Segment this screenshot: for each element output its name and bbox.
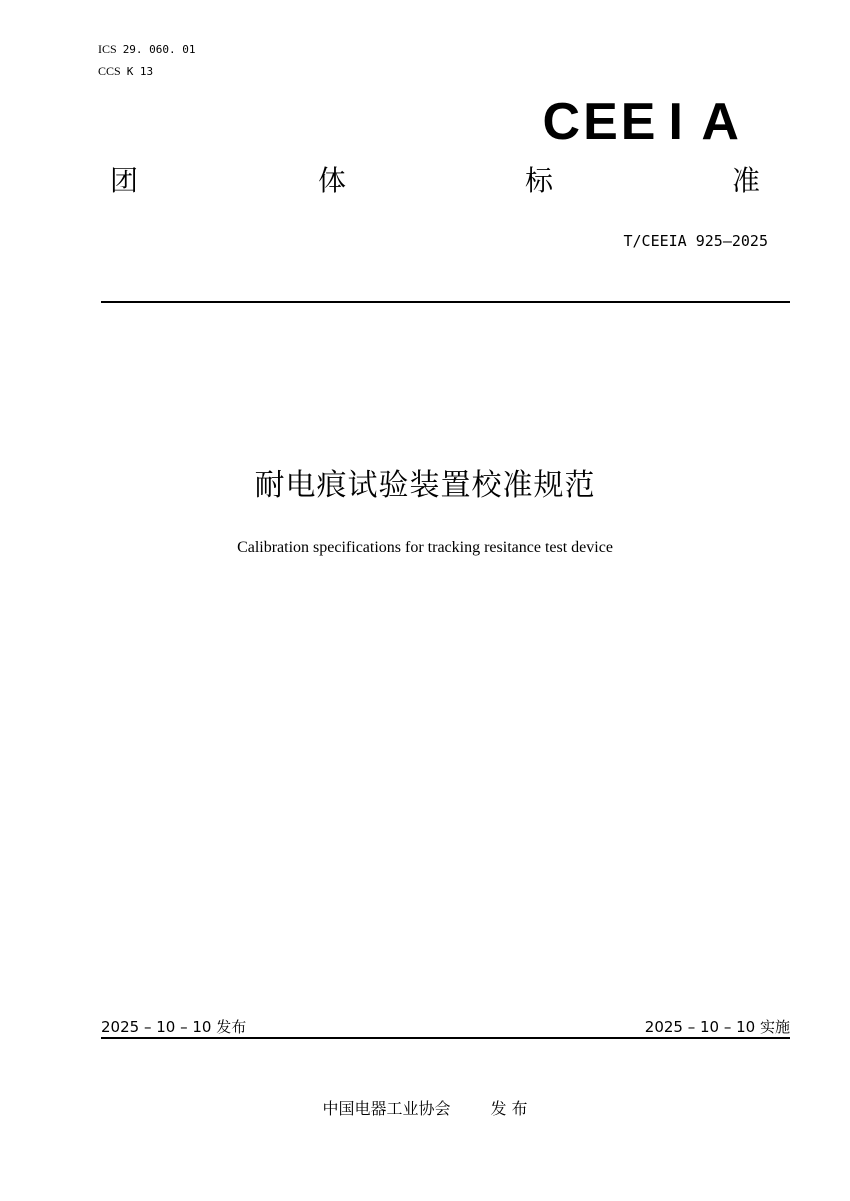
ics-label: ICS xyxy=(98,42,117,56)
title-english: Calibration specifications for tracking resitance test device xyxy=(237,539,613,556)
ics-code: 29. 060. 01 xyxy=(122,43,196,56)
ceeia-logo xyxy=(543,94,742,150)
ccs-line xyxy=(98,64,153,79)
publisher-name: 中国电器工业协会 xyxy=(322,1099,451,1118)
implement-date: 2025 – 10 – 10 实施 xyxy=(644,1018,790,1036)
ccs-label: CCS xyxy=(98,64,121,78)
publish-date: 2025 – 10 – 10 发布 xyxy=(101,1018,247,1036)
standard-type-char-4: 准 xyxy=(732,164,761,197)
title-chinese: 耐电痕试验装置校准规范 xyxy=(254,468,596,503)
logo-part-1: CEE xyxy=(542,93,659,151)
publisher-line xyxy=(0,1098,850,1120)
standard-type-char-2: 体 xyxy=(318,164,347,197)
footer-divider xyxy=(101,1037,790,1039)
standard-type-char-1: 团 xyxy=(110,164,139,197)
publisher-action: 发 布 xyxy=(490,1099,528,1118)
logo-part-2: I A xyxy=(668,93,742,151)
ics-line xyxy=(98,42,196,57)
standard-number: T/CEEIA 925—2025 xyxy=(623,232,768,250)
header-divider xyxy=(101,301,790,303)
standard-type-char-3: 标 xyxy=(525,164,554,197)
ccs-code: K 13 xyxy=(126,65,154,78)
